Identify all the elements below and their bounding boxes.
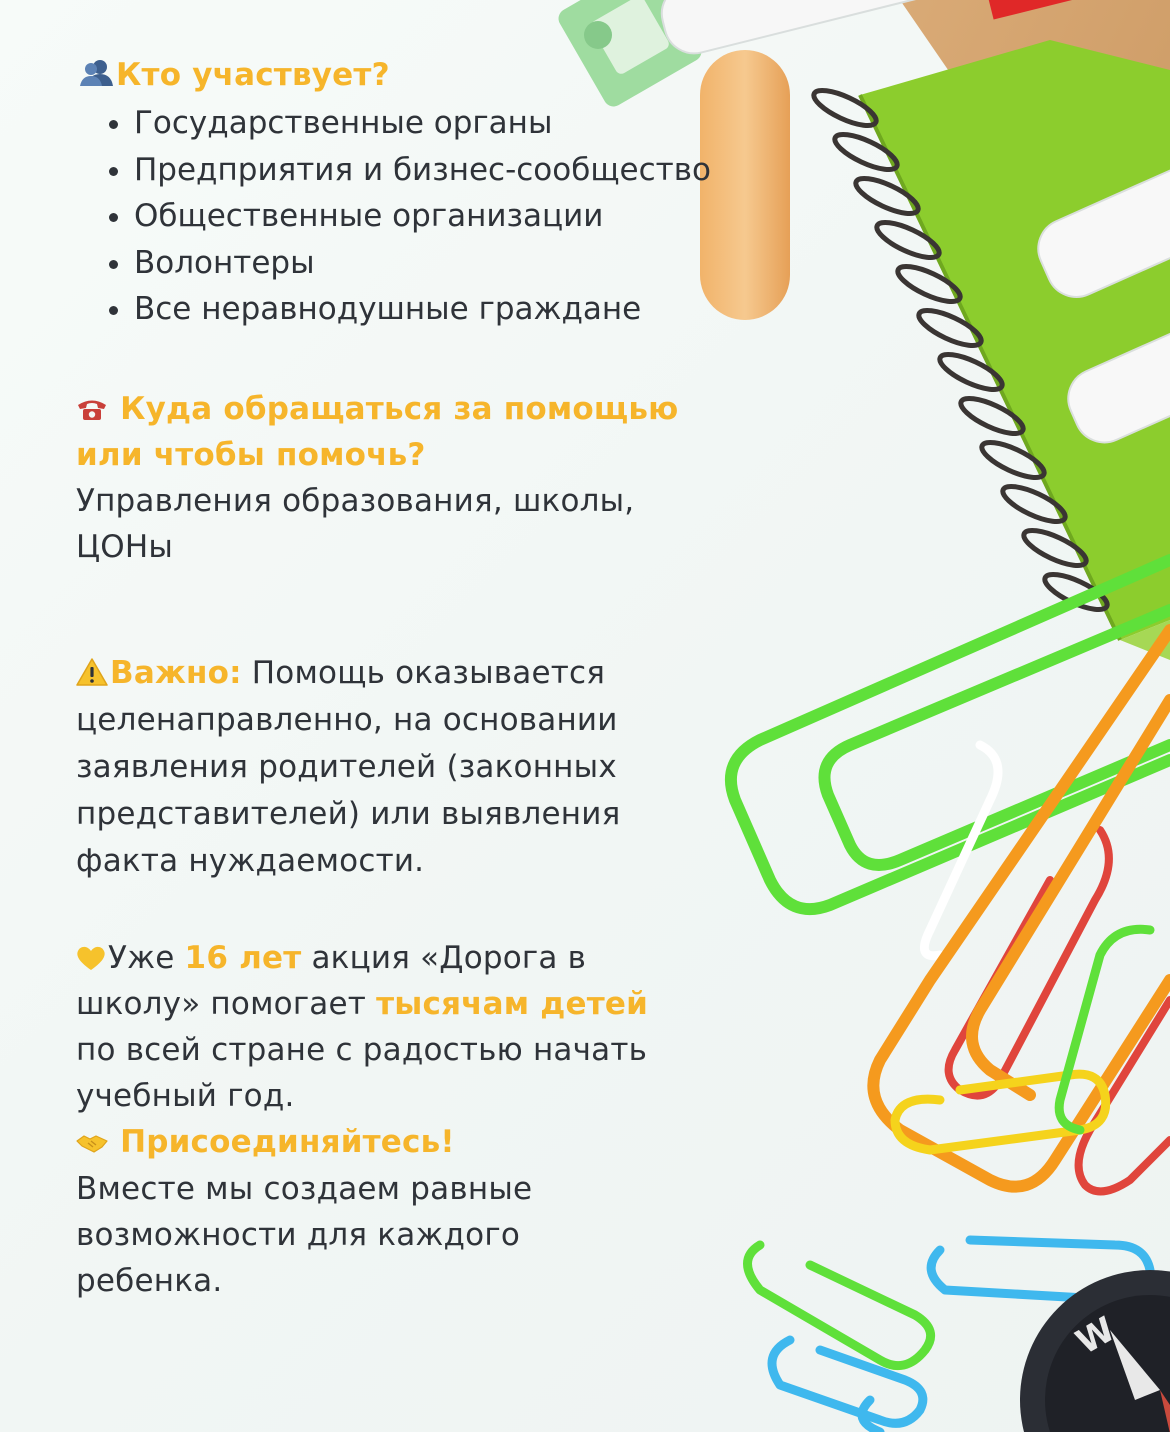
years-line4: учебный год. bbox=[76, 1078, 295, 1114]
join-heading: Присоединяйтесь! bbox=[76, 1119, 455, 1168]
years-line2: школу» помогает тысячам детей bbox=[76, 986, 649, 1022]
list-item: • Все неравнодушные граждане bbox=[134, 286, 854, 333]
important-line5: факта нуждаемости. bbox=[76, 843, 425, 879]
list-item: • Общественные организации bbox=[134, 193, 854, 240]
who-heading: Кто участвует? bbox=[80, 52, 390, 101]
important-line2: целенаправленно, на основании bbox=[76, 702, 618, 738]
handshake-icon bbox=[76, 1122, 108, 1168]
who-list bbox=[100, 100, 854, 333]
join-line3: ребенка. bbox=[76, 1263, 223, 1299]
yellow-heart-icon bbox=[76, 938, 106, 984]
important-line3: заявления родителей (законных bbox=[76, 749, 617, 785]
svg-text:W: W bbox=[1069, 1309, 1122, 1363]
contact-body-line1: Управления образования, школы, bbox=[76, 483, 635, 519]
contact-heading-line2: или чтобы помочь? bbox=[76, 437, 426, 473]
join-line1: Вместе мы создаем равные bbox=[76, 1171, 533, 1207]
important-line1: Важно: Помощь оказывается bbox=[76, 650, 605, 699]
list-item: • Государственные органы bbox=[134, 100, 854, 147]
contact-heading: Куда обращаться за помощью bbox=[76, 386, 679, 435]
list-item: • Предприятия и бизнес-сообщество bbox=[134, 147, 854, 194]
people-icon bbox=[80, 55, 114, 101]
telephone-icon bbox=[76, 389, 108, 435]
contact-body-line2: ЦОНы bbox=[76, 529, 174, 565]
years-line1: Уже 16 лет акция «Дорога в bbox=[76, 935, 586, 984]
years-line3: по всей стране с радостью начать bbox=[76, 1032, 648, 1068]
join-line2: возможности для каждого bbox=[76, 1217, 520, 1253]
important-line4: представителей) или выявления bbox=[76, 796, 621, 832]
warning-icon bbox=[76, 653, 108, 699]
list-item: • Волонтеры bbox=[134, 240, 854, 287]
